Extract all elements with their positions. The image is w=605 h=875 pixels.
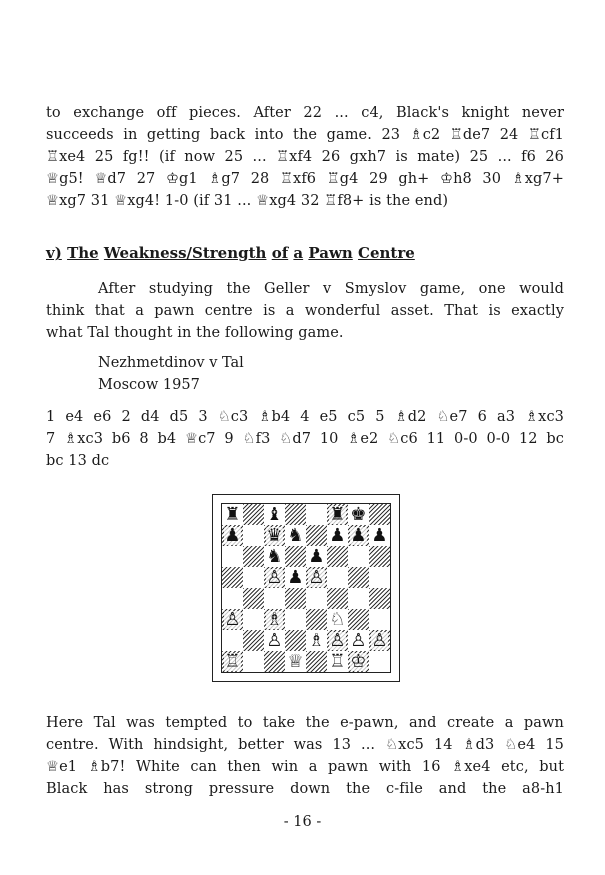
chess-piece: ♗ <box>308 629 325 651</box>
chess-piece: ♚ <box>350 503 367 525</box>
heading-word: Centre <box>358 244 415 262</box>
chess-piece: ♟ <box>308 545 325 567</box>
heading-word: Pawn <box>308 244 353 262</box>
square-f5 <box>327 567 348 588</box>
text-line: ♕e1 ♗b7! White can then win a pawn with 16 ♗xe4 etc, but <box>46 759 564 775</box>
square-c7 <box>264 525 285 546</box>
game-header <box>98 352 244 396</box>
square-b7 <box>243 525 264 546</box>
square-g2 <box>348 630 369 651</box>
square-a2 <box>222 630 243 651</box>
square-d6 <box>285 546 306 567</box>
moves-line: 1 e4 e6 2 d4 d5 3 ♘c3 ♗b4 4 e5 c5 5 ♗d2 ♘e7 6 a3 ♗xc3 <box>46 409 564 425</box>
square-d3 <box>285 609 306 630</box>
square-b8 <box>243 504 264 525</box>
square-c2 <box>264 630 285 651</box>
chess-piece: ♕ <box>287 650 304 672</box>
chess-piece: ♘ <box>329 608 346 630</box>
text-line: ♕xg7 31 ♕xg4! 1-0 (if 31 ... ♕xg4 32 ♖f8+ is the end) <box>46 193 449 209</box>
square-h7 <box>369 525 390 546</box>
square-e7 <box>306 525 327 546</box>
heading-word: a <box>293 244 304 262</box>
chess-piece: ♙ <box>329 629 346 651</box>
text-line: centre. With hindsight, better was 13 ... ♘xc5 14 ♗d3 ♘e4 15 <box>46 737 564 753</box>
square-b6 <box>243 546 264 567</box>
chess-piece: ♖ <box>224 650 241 672</box>
square-f1 <box>327 651 348 672</box>
square-f3 <box>327 609 348 630</box>
paragraph-intro <box>46 102 564 212</box>
text-line: to exchange off pieces. After 22 ... c4, Black's knight never <box>46 105 564 121</box>
square-c8 <box>264 504 285 525</box>
square-e5 <box>306 567 327 588</box>
square-e8 <box>306 504 327 525</box>
chess-piece: ♞ <box>287 524 304 546</box>
text-line: what Tal thought in the following game. <box>46 325 344 341</box>
text-line: Black has strong pressure down the c-file and the a8-h1 <box>46 781 564 797</box>
chess-piece: ♞ <box>266 545 283 567</box>
square-g8 <box>348 504 369 525</box>
paragraph-analysis <box>46 712 564 800</box>
square-f4 <box>327 588 348 609</box>
square-d2 <box>285 630 306 651</box>
square-a5 <box>222 567 243 588</box>
square-d5 <box>285 567 306 588</box>
text-line: think that a pawn centre is a wonderful asset. That is exactly <box>46 303 564 319</box>
chess-piece: ♟ <box>350 524 367 546</box>
chess-piece: ♛ <box>266 524 283 546</box>
text-line: succeeds in getting back into the game. 23 ♗c2 ♖de7 24 ♖cf1 <box>46 127 564 143</box>
square-a1 <box>222 651 243 672</box>
square-c1 <box>264 651 285 672</box>
square-h1 <box>369 651 390 672</box>
square-f2 <box>327 630 348 651</box>
square-e6 <box>306 546 327 567</box>
text-line: After studying the Geller v Smyslov game, one would <box>98 281 564 297</box>
square-b5 <box>243 567 264 588</box>
chess-piece: ♙ <box>224 608 241 630</box>
square-d8 <box>285 504 306 525</box>
section-prefix: v) <box>46 244 62 262</box>
square-g6 <box>348 546 369 567</box>
square-d7 <box>285 525 306 546</box>
chess-piece: ♟ <box>287 566 304 588</box>
square-c3 <box>264 609 285 630</box>
heading-word: of <box>271 244 289 262</box>
section-heading <box>46 244 415 262</box>
chess-board-grid <box>221 503 391 673</box>
game-event: Moscow 1957 <box>98 377 200 393</box>
chess-piece: ♜ <box>329 503 346 525</box>
square-f7 <box>327 525 348 546</box>
square-h4 <box>369 588 390 609</box>
square-e2 <box>306 630 327 651</box>
square-b1 <box>243 651 264 672</box>
page-number: - 16 - <box>283 814 322 830</box>
chess-piece: ♖ <box>329 650 346 672</box>
chess-piece: ♙ <box>350 629 367 651</box>
text-line: Here Tal was tempted to take the e-pawn, and create a pawn <box>46 715 564 731</box>
chess-diagram <box>212 494 400 682</box>
square-d1 <box>285 651 306 672</box>
square-b2 <box>243 630 264 651</box>
chess-piece: ♟ <box>329 524 346 546</box>
square-h3 <box>369 609 390 630</box>
chess-piece: ♙ <box>266 629 283 651</box>
chess-piece: ♟ <box>371 524 388 546</box>
square-g5 <box>348 567 369 588</box>
square-a6 <box>222 546 243 567</box>
heading-word: Weakness/Strength <box>103 244 267 262</box>
square-c4 <box>264 588 285 609</box>
move-list <box>46 406 564 472</box>
chess-piece: ♙ <box>308 566 325 588</box>
game-players: Nezhmetdinov v Tal <box>98 355 244 371</box>
square-a3 <box>222 609 243 630</box>
square-c5 <box>264 567 285 588</box>
square-h5 <box>369 567 390 588</box>
chess-piece: ♙ <box>371 629 388 651</box>
moves-line: 7 ♗xc3 b6 8 b4 ♕c7 9 ♘f3 ♘d7 10 ♗e2 ♘c6 11 0-0 0-0 12 bc <box>46 431 564 447</box>
square-e3 <box>306 609 327 630</box>
square-h6 <box>369 546 390 567</box>
square-c6 <box>264 546 285 567</box>
square-f6 <box>327 546 348 567</box>
square-h8 <box>369 504 390 525</box>
square-a8 <box>222 504 243 525</box>
square-a4 <box>222 588 243 609</box>
square-e1 <box>306 651 327 672</box>
heading-word: The <box>67 244 99 262</box>
chess-piece: ♗ <box>266 608 283 630</box>
square-d4 <box>285 588 306 609</box>
square-g1 <box>348 651 369 672</box>
square-f8 <box>327 504 348 525</box>
square-a7 <box>222 525 243 546</box>
paragraph-geller <box>46 278 564 344</box>
square-g4 <box>348 588 369 609</box>
chess-piece: ♝ <box>266 503 283 525</box>
square-e4 <box>306 588 327 609</box>
square-b3 <box>243 609 264 630</box>
moves-line: bc 13 dc <box>46 453 110 469</box>
square-h2 <box>369 630 390 651</box>
square-b4 <box>243 588 264 609</box>
chess-piece: ♟ <box>224 524 241 546</box>
square-g3 <box>348 609 369 630</box>
chess-piece: ♜ <box>224 503 241 525</box>
text-line: ♕g5! ♕d7 27 ♔g1 ♗g7 28 ♖xf6 ♖g4 29 gh+ ♔h8 30 ♗xg7+ <box>46 171 564 187</box>
chess-piece: ♔ <box>350 650 367 672</box>
text-line: ♖xe4 25 fg!! (if now 25 ... ♖xf4 26 gxh7 is mate) 25 ... f6 26 <box>46 149 564 165</box>
square-g7 <box>348 525 369 546</box>
chess-piece: ♙ <box>266 566 283 588</box>
